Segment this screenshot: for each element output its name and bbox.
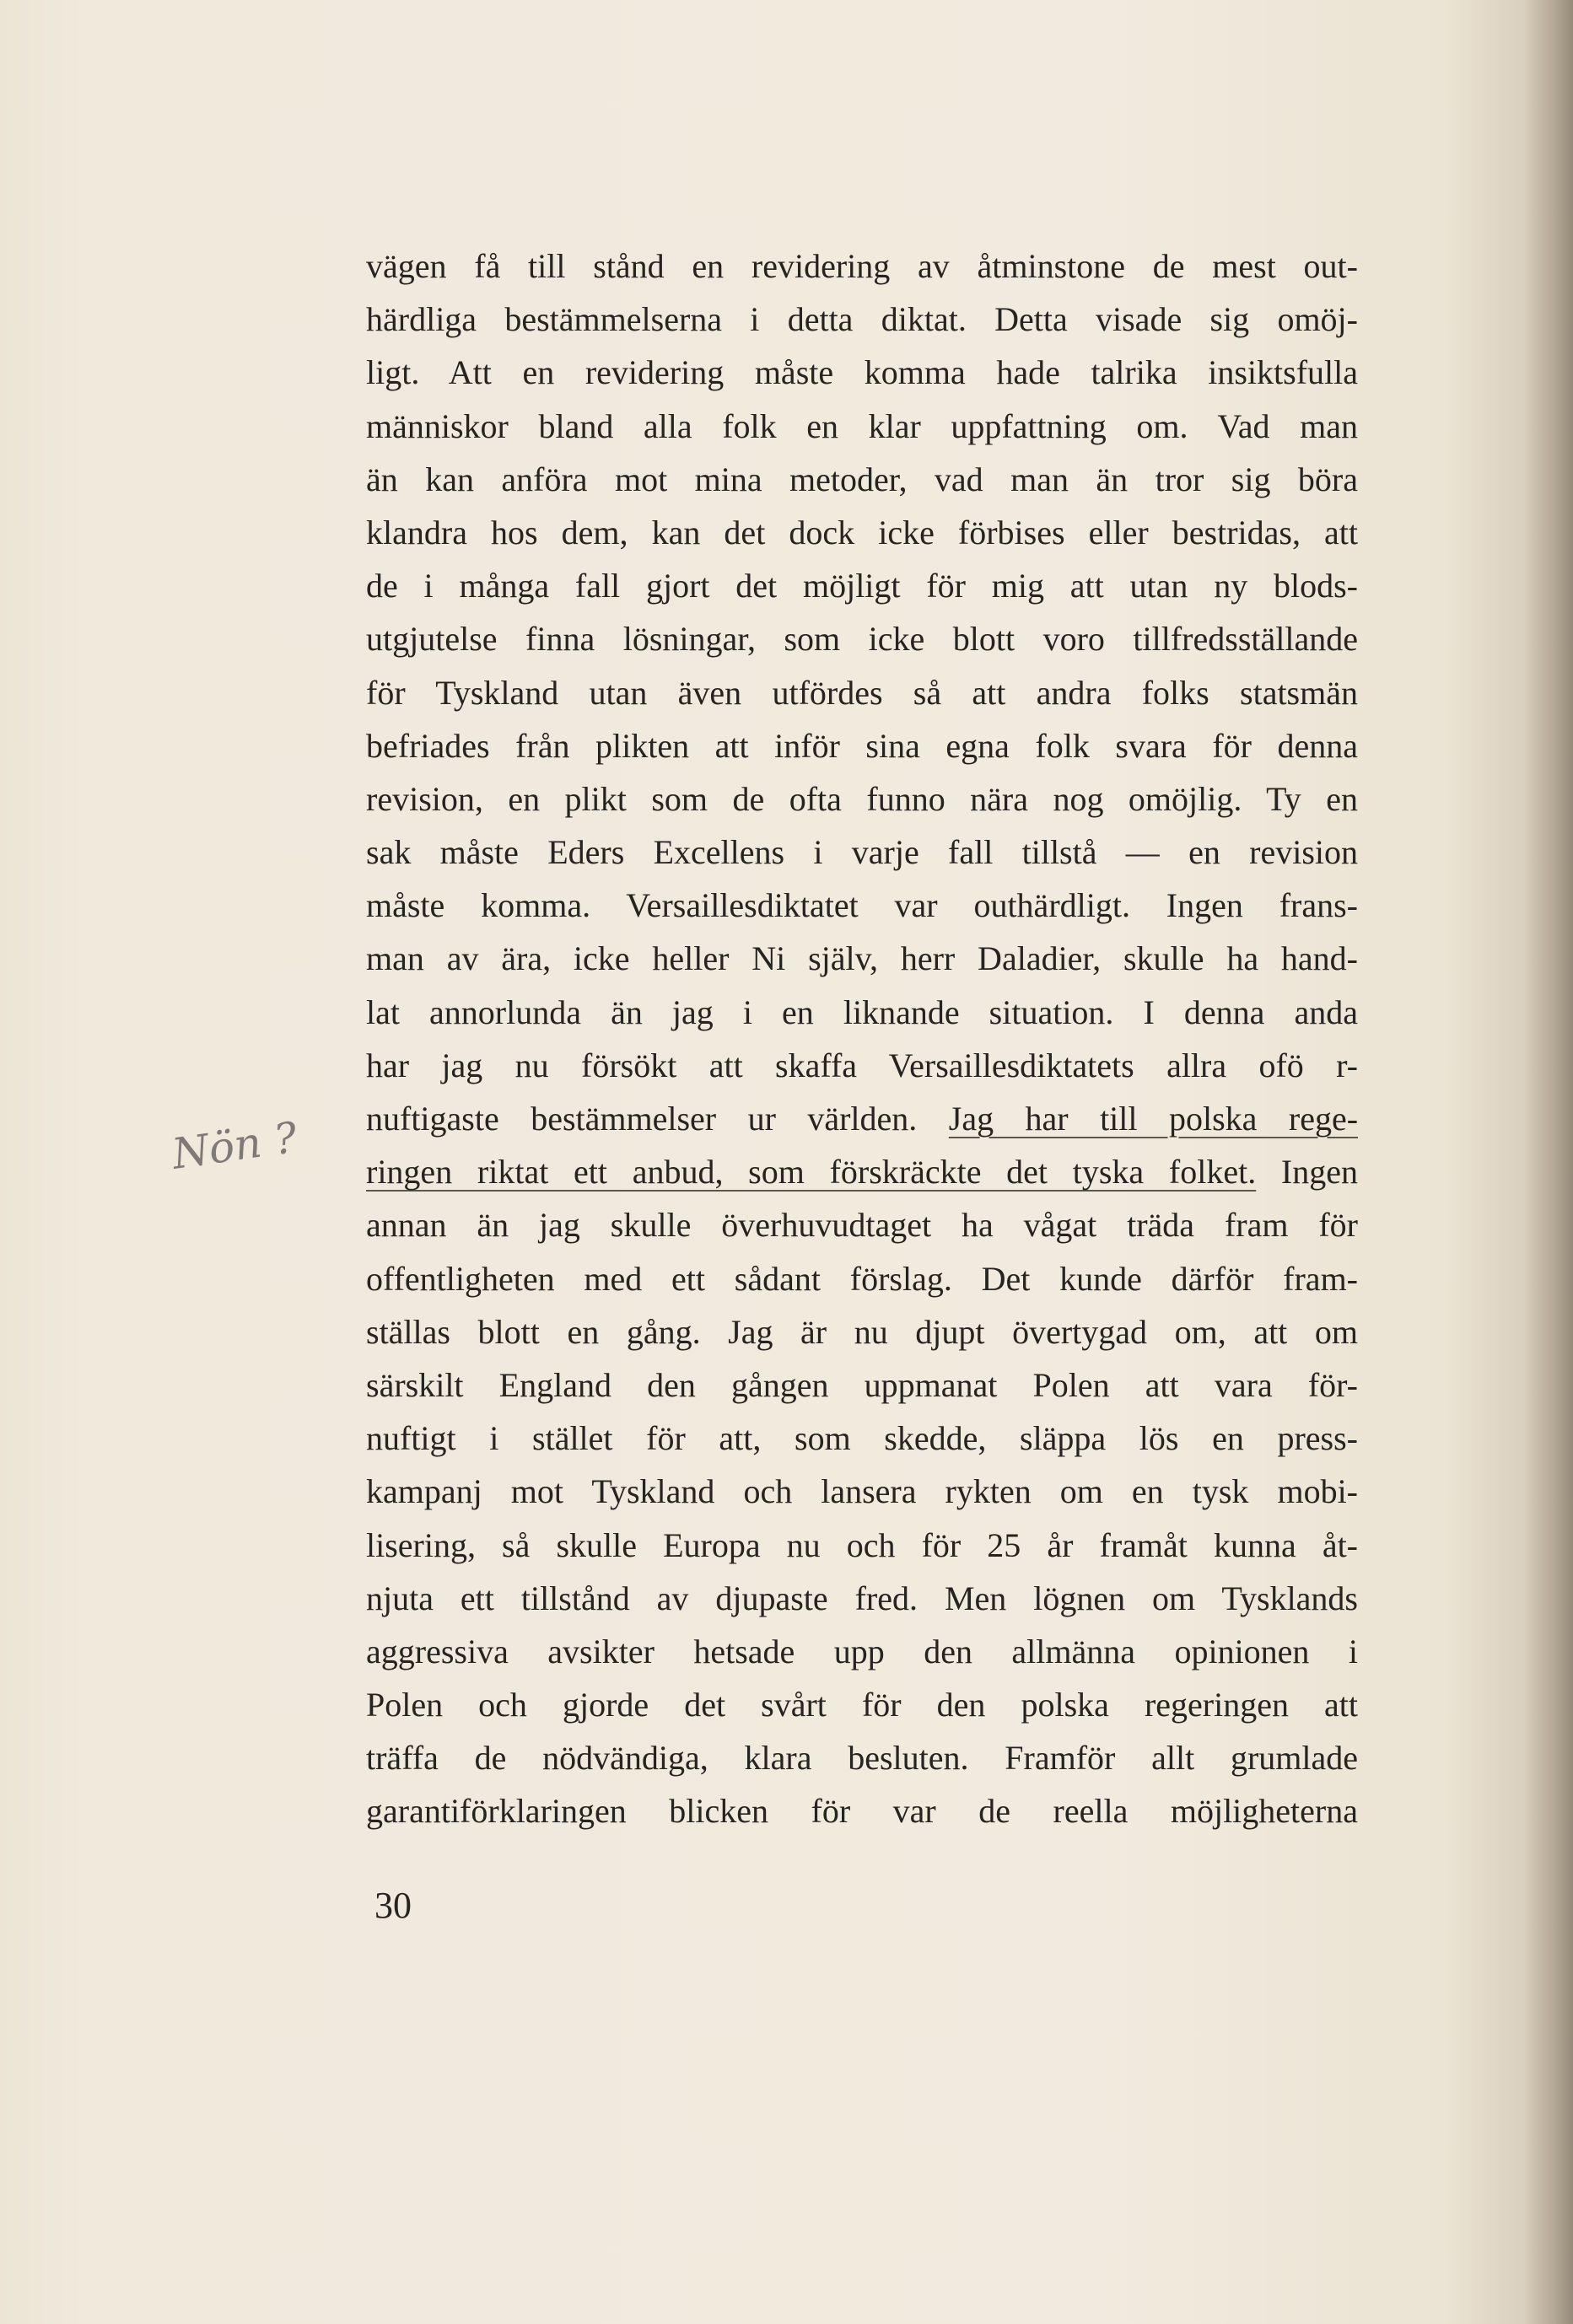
text-line: annan än jag skulle överhuvudtaget ha vågat träda fram för — [366, 1206, 1358, 1245]
text-line: lat annorlunda än jag i en liknande situation. I denna anda — [366, 993, 1358, 1031]
text-line: måste komma. Versaillesdiktatet var outhärdligt. Ingen frans- — [366, 886, 1358, 925]
text-line: Polen och gjorde det svårt för den polska regeringen att — [366, 1686, 1358, 1724]
text-line-with-underline — [366, 1145, 1358, 1198]
underlined-text: Jag har till polska rege- — [948, 1100, 1359, 1138]
text-line: för Tyskland utan även utfördes så att andra folks statsmän — [366, 673, 1358, 712]
text-line: aggressiva avsikter hetsade upp den allmänna opinionen i — [366, 1632, 1358, 1670]
text-line: kampanj mot Tyskland och lansera rykten om en tysk mobi- — [366, 1472, 1358, 1511]
text-line: de i många fall gjort det möjligt för mig att utan ny blods- — [366, 567, 1358, 605]
text-line: nuftigt i stället för att, som skedde, släppa lös en press- — [366, 1419, 1358, 1458]
text-line: särskilt England den gången uppmanat Polen att vara för- — [366, 1365, 1358, 1404]
text-line: än kan anföra mot mina metoder, vad man än tror sig böra — [366, 460, 1358, 498]
text-line: lisering, så skulle Europa nu och för 25 år framåt kunna åt- — [366, 1525, 1358, 1564]
page-number: 30 — [374, 1885, 412, 1926]
page-edge-shadow — [1522, 0, 1573, 2324]
text-line: garantiförklaringen blicken för var de reella möjligheterna — [366, 1792, 1358, 1831]
text-line: ligt. Att en revidering måste komma hade talrika insiktsfulla — [366, 353, 1358, 392]
text-line: utgjutelse finna lösningar, som icke blott voro tillfredsställande — [366, 620, 1358, 659]
text-line: befriades från plikten att inför sina egna folk svara för denna — [366, 726, 1358, 765]
text-line: klandra hos dem, kan det dock icke förbises eller bestridas, att — [366, 513, 1358, 551]
text-segment: Ingen — [1280, 1153, 1358, 1192]
text-line: offentligheten med ett sådant förslag. Det kunde därför fram- — [366, 1259, 1358, 1298]
underlined-text: ringen riktat ett anbud, som förskräckte det tyska folket. — [366, 1153, 1257, 1192]
text-line: träffa de nödvändiga, klara besluten. Framför allt grumlade — [366, 1739, 1358, 1778]
text-line: människor bland alla folk en klar uppfattning om. Vad man — [366, 406, 1358, 445]
text-line: har jag nu försökt att skaffa Versaillesdiktatets allra ofö r- — [366, 1046, 1358, 1084]
text-line-with-underline — [366, 1092, 1358, 1145]
text-line: vägen få till stånd en revidering av åtminstone de mest out- — [366, 247, 1358, 285]
text-line: man av ära, icke heller Ni själv, herr Daladier, skulle ha hand- — [366, 939, 1358, 978]
text-line: sak måste Eders Excellens i varje fall tillstå — en revision — [366, 833, 1358, 872]
handwritten-margin-note: Nön ? — [169, 1112, 300, 1179]
body-text — [366, 239, 1358, 1838]
text-line: ställas blott en gång. Jag är nu djupt övertygad om, att om — [366, 1312, 1358, 1351]
text-line: revision, en plikt som de ofta funno nära nog omöjlig. Ty en — [366, 779, 1358, 818]
text-line: njuta ett tillstånd av djupaste fred. Men lögnen om Tysklands — [366, 1579, 1358, 1617]
text-segment: nuftigaste bestämmelser ur världen. — [366, 1100, 918, 1138]
text-line: härdliga bestämmelserna i detta diktat. Detta visade sig omöj- — [366, 300, 1358, 339]
